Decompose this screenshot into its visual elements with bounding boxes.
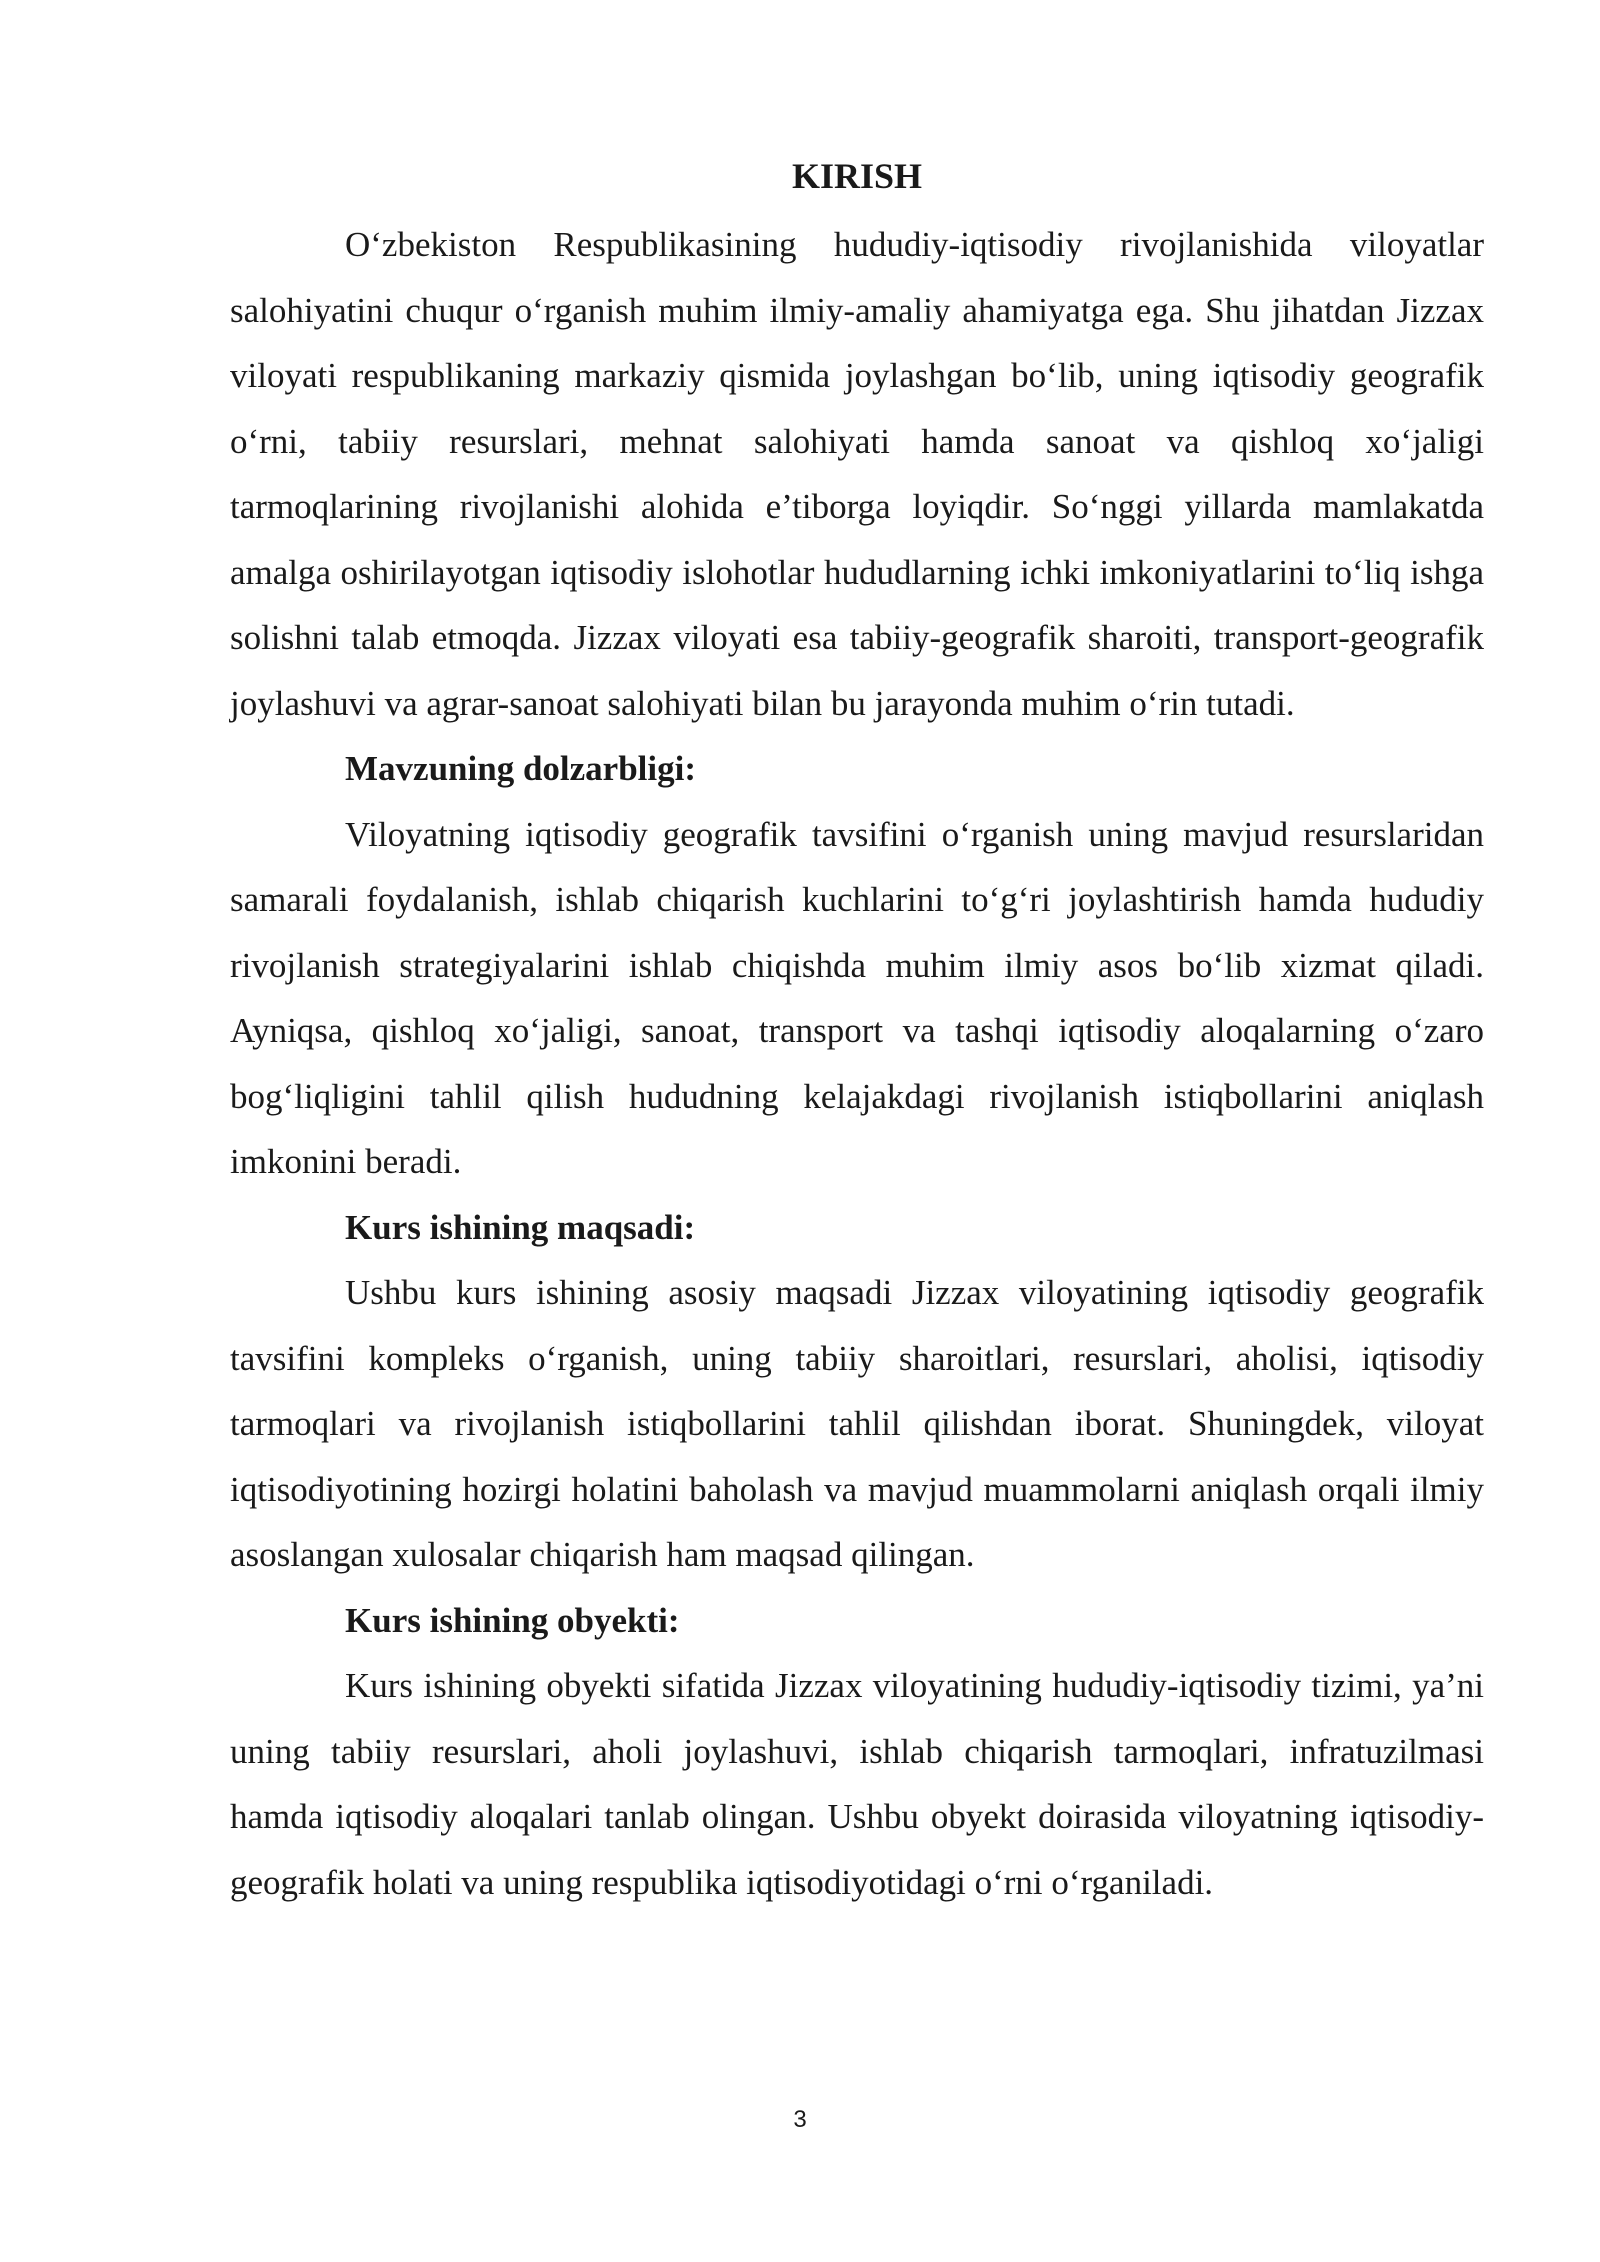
section-heading-relevance: Mavzuning dolzarbligi: [345,749,696,788]
section-text-relevance: Viloyatning iqtisodiy geografik tavsifini o‘rganish uning mavjud resurslaridan samarali foydalanish, ishlab chiqarish kuchlarini to‘g‘ri joylashtirish hamda hududiy rivojlanish strategiyalarini ishlab chiqishda muhim ilmiy asos bo‘lib xizmat qiladi. Ayniqsa, qishloq xo‘jaligi, sanoat, transport va tashqi iqtisodiy aloqalarning o‘zaro bog‘liqligini tahlil qilish hududning kelajakdagi rivojlanish istiqbollarini aniqlash imkonini beradi. [230,814,1484,1181]
section-heading-object: Kurs ishining obyekti: [345,1600,680,1640]
page-number: 3 [793,2106,807,2133]
section-text-object: Kurs ishining obyekti sifatida Jizzax viloyatining hududiy-iqtisodiy tizimi, ya’ni uning tabiiy resurslari, aholi joylashuvi, ishlab chiqarish tarmoqlari, infratuzilmasi hamda iqtisodiy aloqalari tanlab olingan. Ushbu obyekt doirasida viloyatning iqtisodiy-geografik holati va uning respublika iqtisodiyotidagi o‘rni o‘rganiladi. [230,1666,1484,1902]
intro-paragraph: O‘zbekiston Respublikasining hududiy-iqtisodiy rivojlanishida viloyatlar salohiyatini chuqur o‘rganish muhim ilmiy-amaliy ahamiyatga ega. Shu jihatdan Jizzax viloyati respublikaning markaziy qismida joylashgan bo‘lib, uning iqtisodiy geografik o‘rni, tabiiy resurslari, mehnat salohiyati hamda sanoat va qishloq xo‘jaligi tarmoqlarining rivojlanishi alohida e’tiborga loyiqdir. So‘nggi yillarda mamlakatda amalga oshirilayotgan iqtisodiy islohotlar hududlarning ichki imkoniyatlarini to‘liq ishga solishni talab etmoqda. Jizzax viloyati esa tabiiy-geografik sharoiti, transport-geografik joylashuvi va agrar-sanoat salohiyati bilan bu jarayonda muhim o‘rin tutadi. [230,225,1484,723]
section-text-goal: Ushbu kurs ishining asosiy maqsadi Jizzax viloyatining iqtisodiy geografik tavsifini kompleks o‘rganish, uning tabiiy sharoitlari, resurslari, aholisi, iqtisodiy tarmoqlari va rivojlanish istiqbollarini tahlil qilishdan iborat. Shuningdek, viloyat iqtisodiyotining hozirgi holatini baholash va mavjud muammolarni aniqlash orqali ilmiy asoslangan xulosalar chiqarish ham maqsad qilingan. [230,1273,1484,1574]
section-heading-goal: Kurs ishining maqsadi: [345,1207,696,1247]
page-title: KIRISH [791,156,923,196]
page-content [230,150,1484,1915]
